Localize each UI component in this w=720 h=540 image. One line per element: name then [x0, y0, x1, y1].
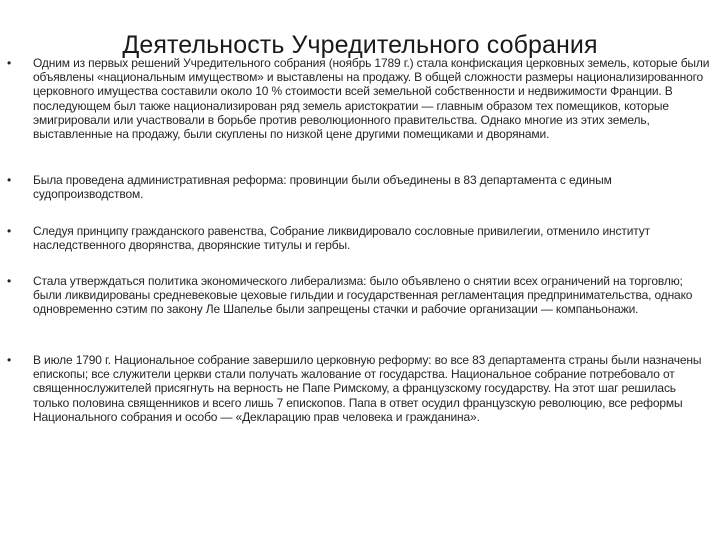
bullet-text: Одним из первых решений Учредительного собрания (ноябрь 1789 г.) стала конфискация церковных земель, которые были объявлены «национальным имуществом» и выставлены на продажу. В общей сложности размеры национализированного церковного имущества составили около 10 % стоимости всей земельной собственности и недвижимости Франции. В последующем был также национализирован ряд земель аристократии — главным образом тех помещиков, которые эмигрировали или участвовали в борьбе против революционного правительства. Однако многие из этих земель, выставленные на продажу, были скуплены по низкой цене другими помещиками и дворянами.: [33, 56, 710, 142]
bullet-text: В июле 1790 г. Национальное собрание завершило церковную реформу: во все 83 департамента страны были назначены епископы; все служители церкви стали получать жалование от государства. Национальное собрание потребовало от священнослужителей присягнуть на верность не Папе Римскому, а французскому государству. На этот шаг решилась только половина священников и всего лишь 7 епископов. Папа в ответ осудил французскую революцию, все реформы Национального собрания и особо — «Декларацию прав человека и гражданина».: [33, 353, 702, 424]
bullet-dot-icon: •: [7, 224, 12, 238]
slide-title: Деятельность Учредительного собрания: [122, 30, 598, 59]
bullet-text: Стала утверждаться политика экономического либерализма: было объявлено о снятии всех ограничений на торговлю; были ликвидированы средневековые цеховые гильдии и государственная регламентация предпринимательства, однако одновременно сэтим по закону Ле Шапелье были запрещены стачки и рабочие организации — компаньонажи.: [33, 274, 693, 317]
bullet-dot-icon: •: [7, 173, 12, 187]
bullet-text: Следуя принципу гражданского равенства, Собрание ликвидировало сословные привилегии, отменило институт наследственного дворянства, дворянские титулы и гербы.: [33, 224, 650, 253]
bullet-text: Была проведена административная реформа: провинции были объединены в 83 департамента с единым судопроизводством.: [33, 173, 612, 202]
bullet-dot-icon: •: [7, 274, 12, 288]
bullet-dot-icon: •: [7, 56, 12, 70]
bullet-dot-icon: •: [7, 353, 12, 367]
